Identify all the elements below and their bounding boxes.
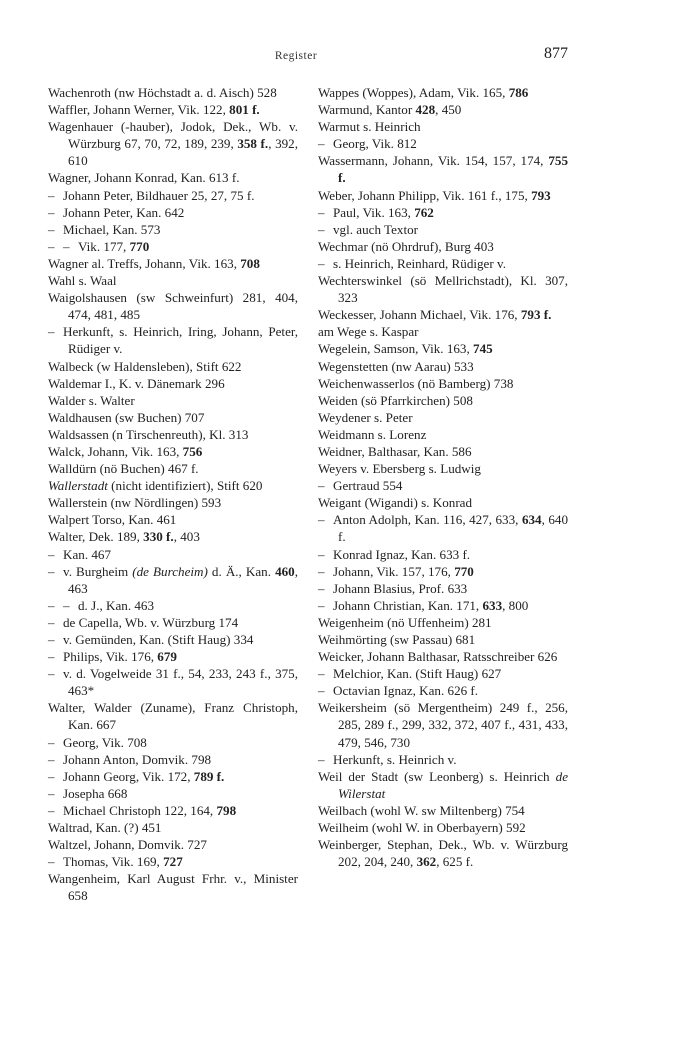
entry-text: , 640 f. [338,512,568,545]
entry-text: Wangenheim, Karl August Frhr. v., Minister 658 [48,871,298,904]
entry-page-ref-main: 634 [521,512,542,528]
ditto-dash: – [48,632,55,647]
entry-text: Paul, Vik. 163, [333,204,415,220]
index-entry [48,819,298,836]
entry-text: Vik. 177, [78,238,130,254]
entry-text: v. d. Vogelweide 31 f., 54, 233, 243 f., 375, 463* [63,666,298,699]
entry-text: Walpert Torso, Kan. 461 [48,512,177,528]
entry-text: Weikersheim (sö Mergentheim) 249 f., 256, 285, 289 f., 299, 332, 372, 407 f., 431, 433, 479, 546, 730 [318,700,568,750]
entry-text: Philips, Vik. 176, [63,649,158,665]
entry-text: Georg, Vik. 812 [333,136,417,152]
entry-text: , 450 [435,102,462,118]
entry-text: Waltzel, Johann, Domvik. 727 [48,837,207,853]
index-entry [318,648,568,665]
index-entry [318,768,568,802]
entry-text: Johann Peter, Kan. 642 [63,204,185,220]
index-entry [318,392,568,409]
entry-text: Georg, Vik. 708 [63,734,147,750]
entry-text: Waigolshausen (sw Schweinfurt) 281, 404, 474, 481, 485 [48,290,298,323]
index-entry [318,255,568,272]
entry-page-ref-main: 330 f. [143,529,174,545]
index-entry [48,802,298,819]
index-entry [48,511,298,528]
ditto-dash: – [48,563,55,579]
entry-text: Weydener s. Peter [318,409,413,425]
index-entry [318,187,568,204]
entry-page-ref-main: 362 [416,854,437,870]
index-entry [48,272,298,289]
entry-text: Wagenhauer (-hauber), Jodok, Dek., Wb. v. Würzburg 67, 70, 72, 189, 239, [48,119,298,152]
entry-text: Wegelein, Samson, Vik. 163, [318,341,474,357]
ditto-dash: – [48,597,55,613]
entry-text: Wagner, Johann Konrad, Kan. 613 f. [48,170,240,186]
index-entry [48,528,298,545]
entry-text: Johann, Vik. 157, 176, [333,563,455,579]
entry-text: Walter, Dek. 189, [48,529,144,545]
entry-text: Weihmörting (sw Passau) 681 [318,632,476,647]
entry-page-ref-main: 428 [415,102,436,118]
index-entry [318,494,568,511]
entry-text: Weber, Johann Philipp, Vik. 161 f., 175, [318,187,532,203]
index-entry [48,289,298,323]
index-entry [318,819,568,836]
entry-text: Weicker, Johann Balthasar, Ratsschreiber 626 [318,649,558,665]
ditto-dash: – [318,255,325,271]
index-entry [48,84,298,101]
entry-text: Wassermann, Johann, Vik. 154, 157, 174, [318,153,549,169]
index-entry [318,802,568,819]
entry-text: Anton Adolph, Kan. 116, 427, 633, [333,512,522,528]
index-entry [318,323,568,340]
index-entry [318,443,568,460]
index-entry [48,477,298,494]
entry-text: Walder s. Walter [48,392,135,408]
ditto-dash: – [48,204,55,220]
index-entry [318,546,568,563]
index-entry [48,648,298,665]
entry-page-ref-main: 727 [163,854,183,870]
index-entry [48,392,298,409]
index-column-right [318,84,568,870]
entry-text: Warmund, Kantor [318,102,416,118]
entry-text: Johann Anton, Domvik. 798 [63,751,212,767]
ditto-dash: – [318,546,325,562]
ditto-dash: – [318,597,325,613]
index-entry [318,426,568,443]
index-entry [48,101,298,118]
index-entry [48,631,298,648]
entry-page-ref-main: 786 [508,85,529,100]
index-entry [48,836,298,853]
entry-text: , 403 [173,529,200,545]
entry-italic-text: (de Burcheim) [132,563,208,579]
entry-italic-text: Wallerstadt [48,478,108,494]
index-entry [318,409,568,426]
entry-italic-text: de Wilerstat [338,768,568,801]
ditto-dash: – [48,785,55,801]
entry-page-ref-main: 793 [531,187,551,203]
entry-text: Walldürn (nö Buchen) 467 f. [48,461,199,477]
index-entry [318,631,568,648]
index-entry [48,494,298,511]
entry-text: Wappes (Woppes), Adam, Vik. 165, [318,85,509,100]
index-entry [48,187,298,204]
entry-text: , 625 f. [436,854,474,870]
index-entry [318,665,568,682]
entry-page-ref-main: 679 [157,649,177,665]
entry-text: Waffler, Johann Werner, Vik. 122, [48,102,230,118]
entry-text: Melchior, Kan. (Stift Haug) 627 [333,666,502,682]
entry-text: (nicht identifiziert), Stift 620 [107,478,263,494]
ditto-dash: – [48,854,55,870]
entry-text: Konrad Ignaz, Kan. 633 f. [333,546,471,562]
entry-text: Walck, Johann, Vik. 163, [48,443,183,459]
entry-text: Gertraud 554 [333,478,403,494]
index-entry [48,375,298,392]
entry-text: vgl. auch Textor [333,221,419,237]
ditto-dash: – [48,666,55,682]
ditto-dash: – [318,683,325,699]
entry-text: Waldsassen (n Tirschenreuth), Kl. 313 [48,426,249,442]
entry-text: v. Burgheim [63,563,133,579]
entry-page-ref-main: 708 [240,255,260,271]
index-entry [318,152,568,186]
index-entry [48,614,298,631]
entry-page-ref-main: 755 f. [338,153,568,186]
ditto-dash: – [48,802,55,818]
entry-text: Weckesser, Johann Michael, Vik. 176, [318,307,521,323]
ditto-dash: – [48,649,55,665]
index-entry [48,546,298,563]
entry-text: Herkunft, s. Heinrich, Iring, Johann, Peter, Rüdiger v. [63,324,298,357]
index-entry [318,135,568,152]
index-entry [318,614,568,631]
index-entry [318,221,568,238]
entry-text: Weinberger, Stephan, Dek., Wb. v. Würzburg 202, 204, 240, [318,837,568,870]
ditto-dash: – [318,666,325,682]
entry-text: Herkunft, s. Heinrich v. [333,751,457,767]
entry-page-ref-main: 633 [482,597,503,613]
entry-text: Weigant (Wigandi) s. Konrad [318,495,473,511]
index-entry [48,323,298,357]
entry-text: Walbeck (w Haldensleben), Stift 622 [48,358,242,374]
index-entry [48,768,298,785]
entry-text: Waldhausen (sw Buchen) 707 [48,409,205,425]
index-entry [318,836,568,870]
entry-text: , 463 [68,563,298,596]
index-entry [48,563,298,597]
ditto-dash: – [63,238,70,254]
index-entry [318,238,568,255]
entry-text: , 800 [502,597,529,613]
entry-text: Walter, Walder (Zuname), Franz Christoph, Kan. 667 [48,700,298,733]
index-entry [48,665,298,699]
entry-page-ref-main: 756 [182,443,203,459]
index-entry [48,409,298,426]
entry-text: , 392, 610 [68,136,298,169]
ditto-dash: – [48,734,55,750]
entry-page-ref-main: 762 [414,204,434,220]
index-entry [48,238,298,255]
entry-text: Weilbach (wohl W. sw Miltenberg) 754 [318,802,525,818]
ditto-dash: – [318,136,325,152]
index-column-left [48,84,298,905]
ditto-dash: – [48,221,55,237]
entry-text: Wagner al. Treffs, Johann, Vik. 163, [48,255,241,271]
index-entry [318,101,568,118]
index-entry [318,460,568,477]
index-entry [48,460,298,477]
index-entry [48,118,298,169]
entry-page-ref-main: 358 f. [237,136,269,152]
index-entry [48,734,298,751]
entry-text: d. Ä., Kan. [207,563,276,579]
ditto-dash: – [318,563,325,579]
entry-page-ref-main: 745 [473,341,493,357]
ditto-dash: – [318,580,325,596]
index-entry [318,375,568,392]
entry-text: Weichenwasserlos (nö Bamberg) 738 [318,375,514,391]
index-entry [318,580,568,597]
index-entry [318,682,568,699]
index-entry [318,272,568,306]
index-entry [318,751,568,768]
entry-text: Weidmann s. Lorenz [318,426,427,442]
ditto-dash: – [48,614,55,630]
index-entry [48,785,298,802]
entry-text: Johann Georg, Vik. 172, [63,768,194,784]
index-entry [318,306,568,323]
entry-text: Johann Peter, Bildhauer 25, 27, 75 f. [63,187,255,203]
entry-text: Waltrad, Kan. (?) 451 [48,820,162,836]
page-number: 877 [544,45,568,62]
ditto-dash: – [318,221,325,237]
entry-text: Thomas, Vik. 169, [63,854,164,870]
entry-text: Johann Christian, Kan. 171, [333,597,483,613]
index-entry [48,358,298,375]
index-entry [48,426,298,443]
ditto-dash: – [318,478,325,494]
entry-text: Weyers v. Ebersberg s. Ludwig [318,461,481,477]
entry-page-ref-main: 801 f. [229,102,260,118]
entry-text: Weil der Stadt (sw Leonberg) s. Heinrich [318,768,556,784]
ditto-dash: – [48,546,55,562]
entry-page-ref-main: 789 f. [193,768,225,784]
index-entry [318,358,568,375]
entry-text: Wegenstetten (nw Aarau) 533 [318,358,474,374]
index-entry [318,204,568,221]
index-entry [48,870,298,904]
index-entry [318,84,568,101]
entry-text: Wallerstein (nw Nördlingen) 593 [48,495,222,511]
entry-text: Waldemar I., K. v. Dänemark 296 [48,375,225,391]
index-entry [318,597,568,614]
entry-text: Weiden (sö Pfarrkirchen) 508 [318,392,473,408]
index-entry [318,477,568,494]
ditto-dash: – [318,751,325,767]
index-entry [48,443,298,460]
entry-text: Weidner, Balthasar, Kan. 586 [318,443,472,459]
entry-text: am Wege s. Kaspar [318,324,419,340]
index-entry [318,118,568,135]
index-entry [318,563,568,580]
entry-page-ref-main: 770 [454,563,474,579]
running-head: Register [274,50,318,62]
entry-text: Michael, Kan. 573 [63,221,161,237]
entry-text: de Capella, Wb. v. Würzburg 174 [63,614,239,630]
index-entry [48,255,298,272]
ditto-dash: – [318,204,325,220]
entry-page-ref-main: 460 [275,563,295,579]
entry-text: Josepha 668 [63,785,128,801]
index-entry [48,221,298,238]
entry-text: d. J., Kan. 463 [78,597,155,613]
entry-text: Wahl s. Waal [48,273,117,289]
index-entry [48,204,298,221]
index-entry [48,169,298,186]
entry-text: Michael Christoph 122, 164, [63,802,217,818]
entry-text: Johann Blasius, Prof. 633 [333,580,468,596]
entry-text: v. Gemünden, Kan. (Stift Haug) 334 [63,632,254,647]
entry-page-ref-main: 770 [129,238,150,254]
ditto-dash: – [48,768,55,784]
entry-text: Wachenroth (nw Höchstadt a. d. Aisch) 528 [48,85,277,100]
entry-text: Weigenheim (nö Uffenheim) 281 [318,614,492,630]
index-entry [318,511,568,545]
index-entry [318,699,568,750]
ditto-dash: – [63,597,70,613]
entry-text: Octavian Ignaz, Kan. 626 f. [333,683,479,699]
entry-text: Wechterswinkel (sö Mellrichstadt), Kl. 307, 323 [318,273,568,306]
entry-text: Warmut s. Heinrich [318,119,421,135]
index-entry [48,699,298,733]
entry-text: s. Heinrich, Reinhard, Rüdiger v. [333,255,506,271]
ditto-dash: – [48,187,55,203]
entry-page-ref-main: 793 f. [520,307,552,323]
index-entry [318,340,568,357]
entry-text: Wechmar (nö Ohrdruf), Burg 403 [318,238,494,254]
ditto-dash: – [318,512,325,528]
index-entry [48,597,298,614]
ditto-dash: – [48,751,55,767]
index-entry [48,853,298,870]
index-entry [48,751,298,768]
entry-text: Weilheim (wohl W. in Oberbayern) 592 [318,820,526,836]
ditto-dash: – [48,324,55,340]
entry-page-ref-main: 798 [216,802,237,818]
entry-text: Kan. 467 [63,546,112,562]
ditto-dash: – [48,238,55,254]
